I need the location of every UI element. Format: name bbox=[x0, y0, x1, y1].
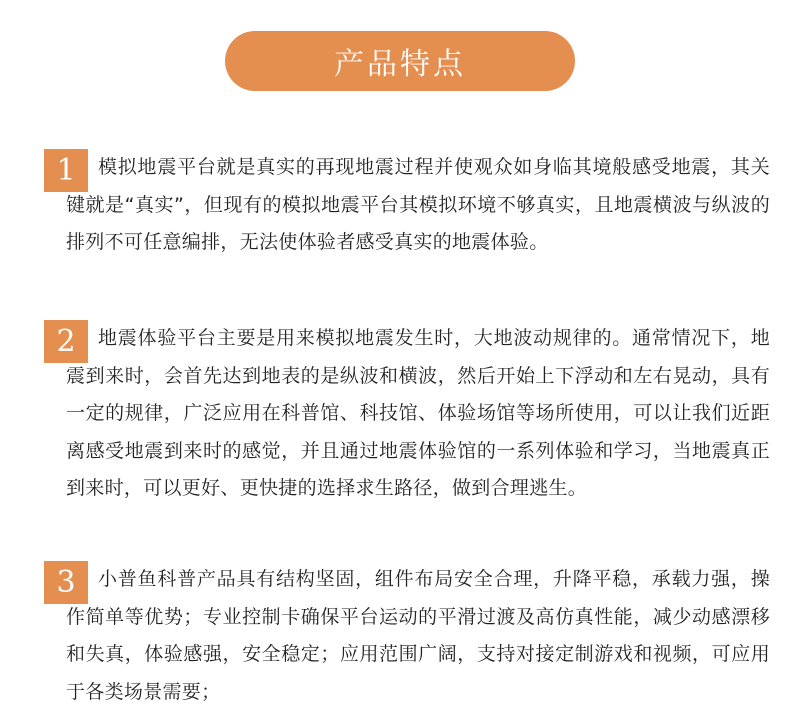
section-title: 产品特点 bbox=[334, 47, 466, 82]
feature-description: 地震体验平台主要是用来模拟地震发生时，大地波动规律的。通常情况下，地震到来时，会首先达到地表的是纵波和横波，然后开始上下浮动和左右晃动，具有一定的规律，广泛应用在科普馆、科技馆、体验场馆等场所使用，可以让我们近距离感受地震到来时的感觉，并且通过地震体验馆的一系列体验和学习，当地震真正到来时，可以更好、更快捷的选择求生路径，做到合理逃生。 bbox=[66, 327, 770, 499]
feature-number-badge: 1 bbox=[44, 149, 88, 192]
feature-description: 模拟地震平台就是真实的再现地震过程并使观众如身临其境般感受地震，其关键就是“真实”，但现有的模拟地震平台其模拟环境不够真实，且地震横波与纵波的排列不可任意编排，无法使体验者感受真实的地震体验。 bbox=[66, 156, 770, 253]
feature-number-badge: 2 bbox=[44, 320, 88, 363]
section-title-banner bbox=[225, 31, 575, 91]
feature-number-badge: 3 bbox=[44, 561, 88, 604]
feature-description: 小普鱼科普产品具有结构坚固，组件布局安全合理，升降平稳，承载力强，操作简单等优势；专业控制卡确保平台运动的平滑过渡及高仿真性能，减少动感漂移和失真，体验感强，安全稳定；应用范围广阔，支持对接定制游戏和视频，可应用于各类场景需要； bbox=[66, 568, 770, 703]
